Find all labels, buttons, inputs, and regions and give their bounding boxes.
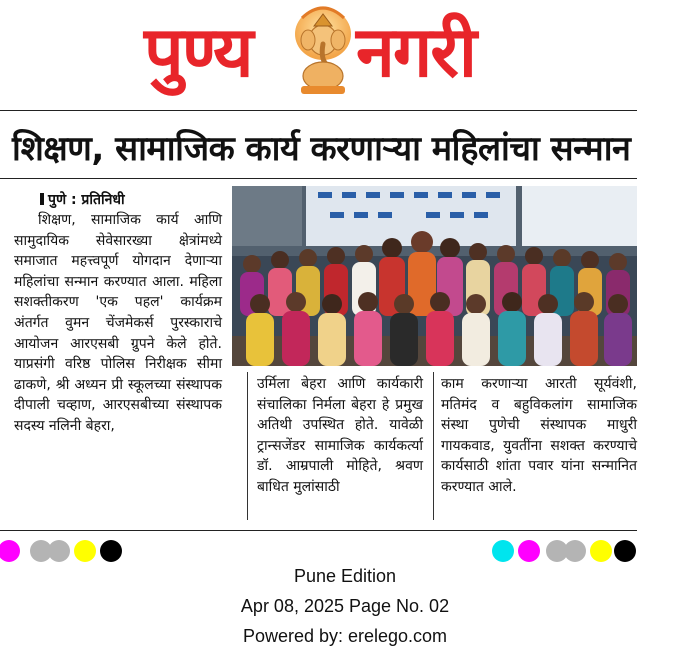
black-swatch-icon <box>100 540 122 562</box>
black-swatch-icon <box>614 540 636 562</box>
column-3-text: काम करणाऱ्या आरती सूर्यवंशी, मतिमंद व बहुविकलांग सामाजिक संस्था पुणेची संस्थापक माधुरी गायकवाड, युवतींना सशक्त करण्याचे कार्यसाठी शांता पवार यांना सन्मानित करण्यात आले. <box>441 376 637 495</box>
gray-swatch-icon <box>564 540 586 562</box>
edition-label: Pune Edition <box>293 566 397 586</box>
ganesha-logo-icon <box>292 4 354 96</box>
cyan-swatch-icon <box>492 540 514 562</box>
column-2-text: उर्मिला बेहरा आणि कार्यकारी संचालिका निर्मला बेहरा हे प्रमुख अतिथी उपस्थित होते. यावेळी ट्रान्सजेंडर सामाजिक कार्यकर्त्या डॉ. आम्रपाली मोहिते, श्रवण बाधित मुलांसाठी <box>257 376 423 495</box>
article-column-1 <box>14 210 222 437</box>
date-page-label: Apr 08, 2025 Page No. 02 <box>240 596 450 616</box>
masthead-word-2: नगरी <box>356 11 476 93</box>
headline-rule <box>0 178 637 179</box>
article-column-3 <box>441 374 637 498</box>
powered-by-label: Powered by: erelego.com <box>242 626 448 646</box>
masthead-rule <box>0 110 637 111</box>
registration-marks-left <box>0 540 140 556</box>
article-column-2 <box>257 374 423 498</box>
column-separator-1 <box>247 372 248 520</box>
column-1-text: शिक्षण, सामाजिक कार्य आणि सामुदायिक सेवेसारख्या क्षेत्रांमध्ये समाजात महत्त्वपूर्ण योगदान देणाऱ्या महिलांचा सन्मान करण्यात आला. महिला सशक्तीकरण 'एक पहल' कार्यक्रम अंतर्गत वुमन चेंजमेकर्स पुरस्काराचे आयोजन आरएसबी ग्रुपने केले होते. याप्रसंगी वरिष्ठ पोलिस निरीक्षक सीमा ढाकणे, श्री अध्यन प्री स्कूलच्या संस्थापक दीपाली चव्हाण, आरएसबीच्या संस्थापक सदस्य नलिनी बेहरा, <box>14 212 222 434</box>
article-headline: शिक्षण, सामाजिक कार्य करणाऱ्या महिलांचा सन्मान <box>12 129 631 169</box>
yellow-swatch-icon <box>74 540 96 562</box>
byline-marker <box>40 193 44 205</box>
registration-marks-right <box>490 540 640 556</box>
byline <box>40 190 125 209</box>
masthead <box>0 0 690 112</box>
byline-text: पुणे : प्रतिनिधी <box>48 192 125 208</box>
yellow-swatch-icon <box>590 540 612 562</box>
masthead-word-1: पुण्य <box>144 11 252 93</box>
footer-rule <box>0 530 637 531</box>
magenta-swatch-icon <box>0 540 20 562</box>
magenta-swatch-icon <box>518 540 540 562</box>
column-separator-2 <box>433 372 434 520</box>
gray-swatch-icon <box>48 540 70 562</box>
event-group-photo <box>232 186 637 366</box>
